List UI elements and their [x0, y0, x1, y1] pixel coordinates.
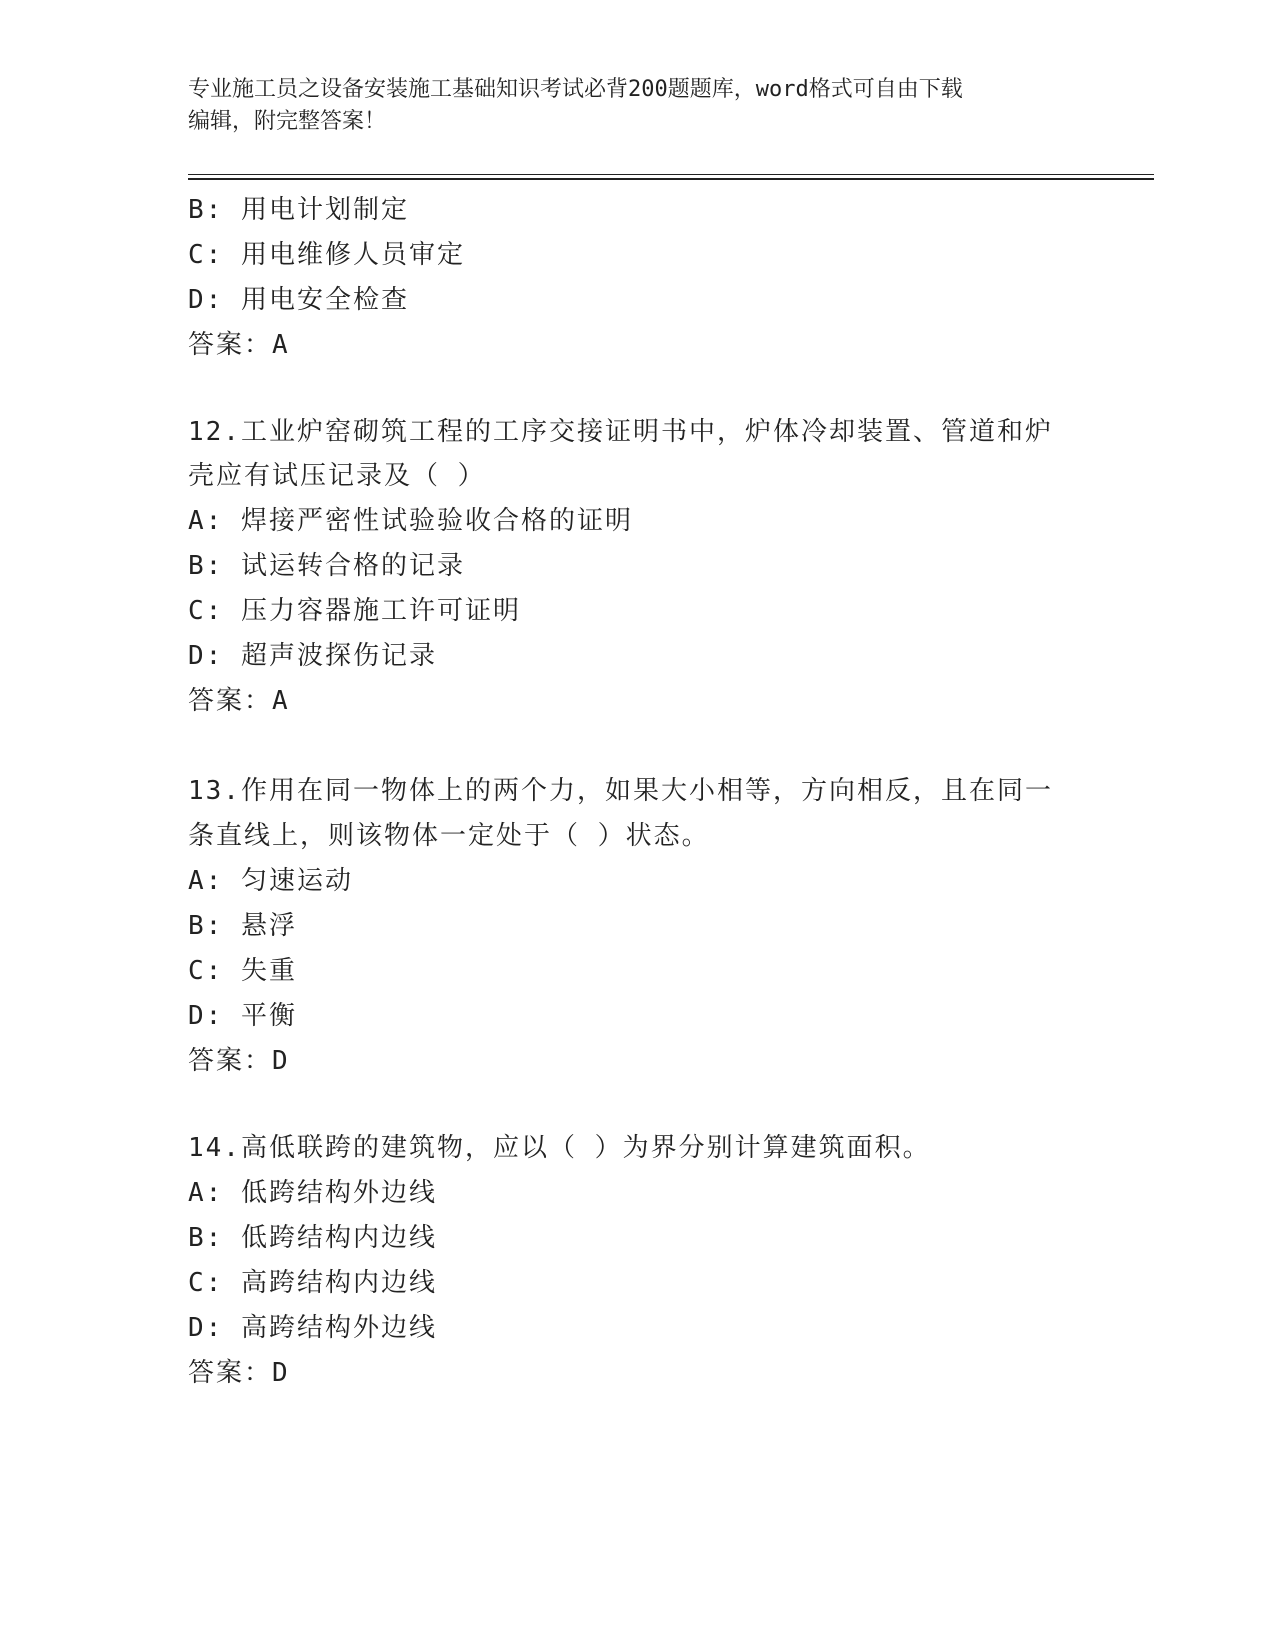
q12-answer	[188, 683, 288, 719]
q14-answer-value: D	[272, 1358, 288, 1388]
q14-option-d: D: 高跨结构外边线	[188, 1313, 437, 1343]
q12-stem-line-1: 12.工业炉窑砌筑工程的工序交接证明书中，炉体冷却装置、管道和炉	[188, 417, 1053, 447]
q13-stem-line-1: 13.作用在同一物体上的两个力，如果大小相等，方向相反，且在同一	[188, 776, 1053, 806]
q11-option-d: D: 用电安全检查	[188, 285, 409, 315]
q12-answer-value: A	[272, 686, 288, 716]
q13-option-c: C: 失重	[188, 956, 297, 986]
q13-option-b: B: 悬浮	[188, 911, 297, 941]
q12-answer-label: 答案：	[188, 686, 273, 716]
q11-answer-label: 答案：	[188, 330, 273, 360]
q12-option-a: A: 焊接严密性试验验收合格的证明	[188, 506, 633, 536]
q12-stem-line-2: 壳应有试压记录及（ ）	[188, 461, 486, 491]
header-title-line-2: 编辑，附完整答案！	[188, 109, 387, 134]
q14-option-b: B: 低跨结构内边线	[188, 1223, 437, 1253]
q14-option-a: A: 低跨结构外边线	[188, 1178, 437, 1208]
header-divider-thick	[188, 178, 1154, 180]
q11-option-b: B: 用电计划制定	[188, 195, 409, 225]
q13-answer	[188, 1043, 288, 1079]
q13-option-d: D: 平衡	[188, 1001, 297, 1031]
q14-answer-label: 答案：	[188, 1358, 273, 1388]
q14-answer	[188, 1355, 288, 1391]
q12-option-d: D: 超声波探伤记录	[188, 641, 437, 671]
q12-option-b: B: 试运转合格的记录	[188, 551, 465, 581]
q14-option-c: C: 高跨结构内边线	[188, 1268, 437, 1298]
q13-answer-value: D	[272, 1046, 288, 1076]
header-divider-thin	[188, 174, 1154, 175]
header-title-line-1: 专业施工员之设备安装施工基础知识考试必背200题题库，word格式可自由下载	[188, 77, 963, 102]
q11-option-c: C: 用电维修人员审定	[188, 240, 465, 270]
q13-stem-line-2: 条直线上，则该物体一定处于（ ）状态。	[188, 821, 710, 851]
document-header	[188, 74, 1068, 138]
q13-option-a: A: 匀速运动	[188, 866, 353, 896]
q14-stem-line-1: 14.高低联跨的建筑物，应以（ ）为界分别计算建筑面积。	[188, 1133, 931, 1163]
q12-option-c: C: 压力容器施工许可证明	[188, 596, 521, 626]
q11-answer-value: A	[272, 330, 288, 360]
q11-answer	[188, 327, 288, 363]
q13-answer-label: 答案：	[188, 1046, 273, 1076]
